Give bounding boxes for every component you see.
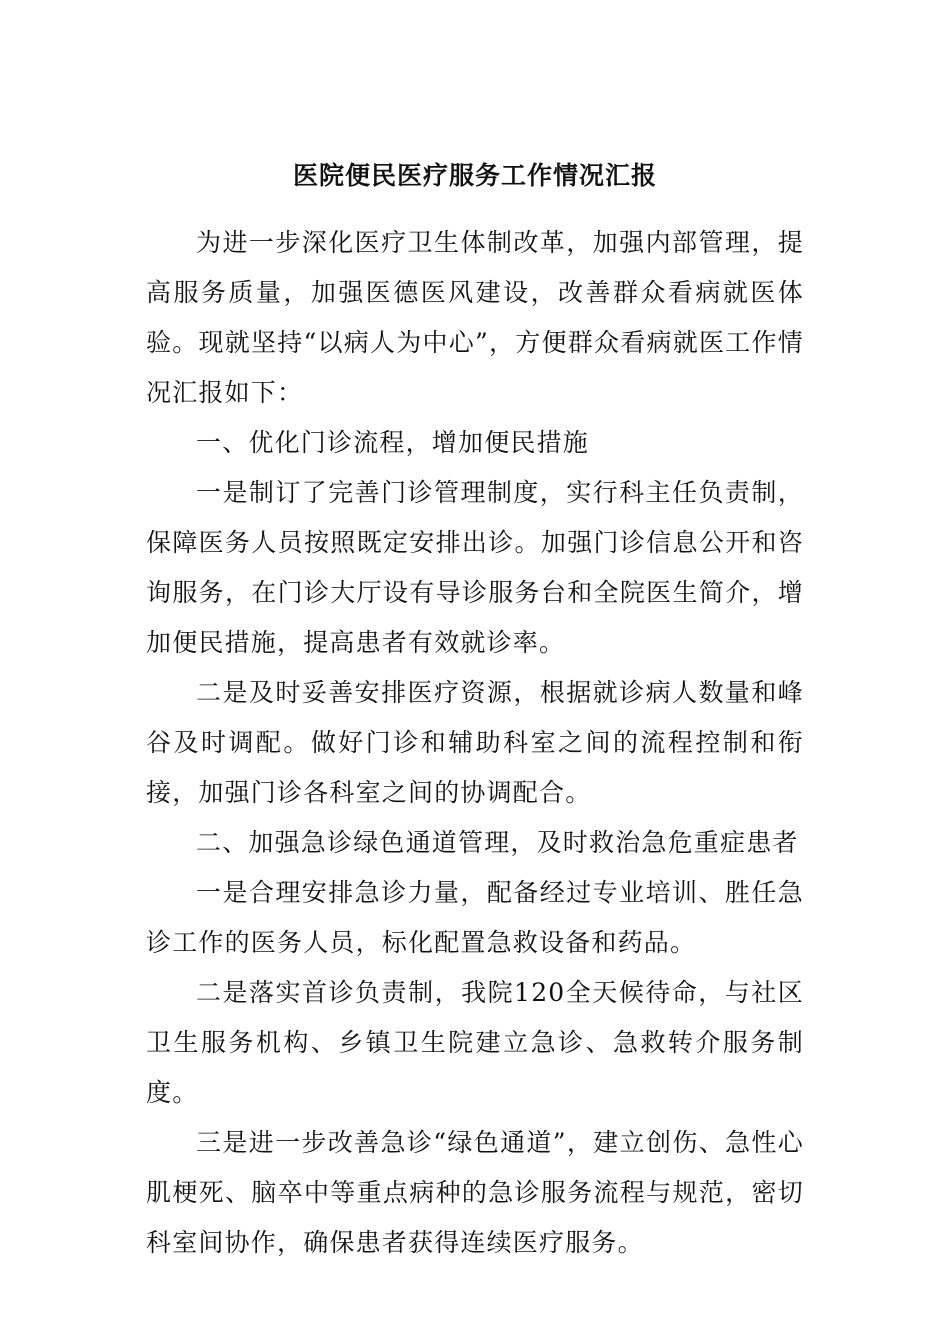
document-body — [146, 218, 804, 1268]
document-title: 医院便民医疗服务工作情况汇报 — [292, 161, 657, 190]
intro-paragraph: 为进一步深化医疗卫生体制改革，加强内部管理，提高服务质量，加强医德医风建设，改善群众看病就医体验。现就坚持“以病人为中心”，方便群众看病就医工作情况汇报如下： — [146, 228, 804, 407]
section-2-paragraph-2: 二是落实首诊负责制，我院120全天候待命，与社区卫生服务机构、乡镇卫生院建立急诊、急救转介服务制度。 — [146, 978, 804, 1107]
section-2-paragraph-3: 三是进一步改善急诊“绿色通道”，建立创伤、急性心肌梗死、脑卒中等重点病种的急诊服务流程与规范，密切科室间协作，确保患者获得连续医疗服务。 — [146, 1128, 804, 1257]
section-1-paragraph-1: 一是制订了完善门诊管理制度，实行科主任负责制，保障医务人员按照既定安排出诊。加强门诊信息公开和咨询服务，在门诊大厅设有导诊服务台和全院医生简介，增加便民措施，提高患者有效就诊率。 — [146, 478, 804, 657]
section-2-paragraph-1: 一是合理安排急诊力量，配备经过专业培训、胜任急诊工作的医务人员，标化配置急救设备和药品。 — [146, 878, 804, 957]
section-heading-1: 一、优化门诊流程，增加便民措施 — [196, 428, 590, 457]
section-1-paragraph-2: 二是及时妥善安排医疗资源，根据就诊病人数量和峰谷及时调配。做好门诊和辅助科室之间的流程控制和衔接，加强门诊各科室之间的协调配合。 — [146, 678, 804, 807]
section-heading-2: 二、加强急诊绿色通道管理，及时救治急危重症患者 — [196, 828, 799, 857]
